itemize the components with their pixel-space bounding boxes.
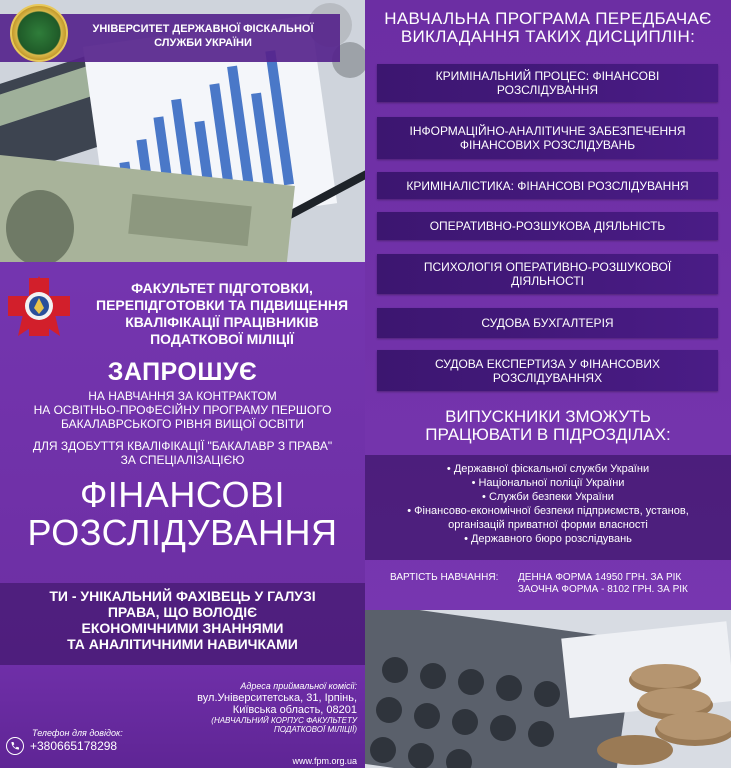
- unique-line-1: ТИ - УНІКАЛЬНИЙ ФАХІВЕЦЬ У ГАЛУЗІ: [49, 588, 316, 604]
- address-note-2: ПОДАТКОВОЇ МІЛІЦІЇ): [274, 725, 357, 734]
- university-name: УНІВЕРСИТЕТ ДЕРЖАВНОЇ ФІСКАЛЬНОЇ СЛУЖБИ УКРАЇНИ: [92, 23, 314, 49]
- tax-police-emblem-icon: [4, 274, 74, 340]
- faculty-block: [0, 266, 365, 348]
- unique-line-3: ЕКОНОМІЧНИМИ ЗНАННЯМИ: [81, 620, 284, 636]
- discipline-item: ІНФОРМАЦІЙНО-АНАЛІТИЧНЕ ЗАБЕЗПЕЧЕННЯ ФІНАНСОВИХ РОЗСЛІДУВАНЬ: [377, 117, 718, 159]
- contacts-footer: [0, 665, 365, 768]
- website-link[interactable]: www.fpm.org.ua: [292, 756, 357, 766]
- graduates-item: • Державної фіскальної служби України: [446, 463, 650, 475]
- tuition-cost: [390, 572, 720, 596]
- discipline-item: КРИМІНАЛІСТИКА: ФІНАНСОВІ РОЗСЛІДУВАННЯ: [377, 172, 718, 199]
- discipline-item: ОПЕРАТИВНО-РОЗШУКОВА ДІЯЛЬНІСТЬ: [377, 212, 718, 240]
- program-heading-line-1: НАВЧАЛЬНА ПРОГРАМА ПЕРЕДБАЧАЄ: [384, 9, 712, 28]
- unique-specialist-box: [0, 583, 365, 665]
- graduates-item: організацій приватної форми власності: [448, 519, 648, 531]
- university-logo: [10, 4, 68, 62]
- graduates-item: • Національної поліції України: [471, 477, 625, 489]
- graduates-heading-line-2: ПРАЦЮВАТИ В ПІДРОЗДІЛАХ:: [425, 425, 671, 444]
- invite-line-4: ДЛЯ ЗДОБУТТЯ КВАЛІФІКАЦІЇ "БАКАЛАВР З ПРАВА": [32, 439, 333, 453]
- unique-line-2: ПРАВА, ЩО ВОЛОДІЄ: [107, 604, 258, 620]
- cost-part-time: ЗАОЧНА ФОРМА - 8102 ГРН. ЗА РІК: [518, 584, 688, 595]
- phone-label: Телефон для довідок:: [32, 728, 123, 738]
- specialty-line-1: ФІНАНСОВІ: [79, 474, 286, 515]
- cost-label: ВАРТІСТЬ НАВЧАННЯ:: [390, 572, 499, 583]
- calculator-coins-illustration: [365, 610, 731, 768]
- unique-line-4: ТА АНАЛІТИЧНИМИ НАВИЧКАМИ: [67, 636, 298, 652]
- invite-heading: ЗАПРОШУЄ: [107, 358, 258, 386]
- cost-full-time: ДЕННА ФОРМА 14950 ГРН. ЗА РІК: [518, 572, 682, 583]
- phone-number[interactable]: +380665178298: [30, 739, 118, 753]
- discipline-item: СУДОВА ЕКСПЕРТИЗА У ФІНАНСОВИХ РОЗСЛІДУВАННЯХ: [377, 350, 718, 391]
- address-note-1: (НАВЧАЛЬНИЙ КОРПУС ФАКУЛЬТЕТУ: [211, 716, 357, 725]
- address-line-2: Київська область, 08201: [232, 704, 357, 716]
- specialty-title: [0, 476, 365, 552]
- address-block: [187, 681, 357, 734]
- finance-photo-bottom: [365, 610, 731, 768]
- invitation-block: [0, 358, 365, 467]
- address-line-1: вул.Університетська, 31, Ірпінь,: [197, 692, 357, 704]
- program-heading-line-2: ВИКЛАДАННЯ ТАКИХ ДИСЦИПЛІН:: [400, 27, 696, 46]
- invite-line-5: ЗА СПЕЦІАЛІЗАЦІЄЮ: [120, 453, 245, 467]
- specialty-line-2: РОЗСЛІДУВАННЯ: [27, 512, 338, 553]
- discipline-item: ПСИХОЛОГІЯ ОПЕРАТИВНО-РОЗШУКОВОЇ ДІЯЛЬНОСТІ: [377, 254, 718, 294]
- faculty-name: ФАКУЛЬТЕТ ПІДГОТОВКИ, ПЕРЕПІДГОТОВКИ ТА ПІДВИЩЕННЯ КВАЛІФІКАЦІЇ ПРАЦІВНИКІВ ПОДАТКОВОЇ МІЛІЦІЇ: [96, 280, 348, 347]
- graduates-heading: [365, 408, 731, 444]
- phone-icon: [6, 737, 24, 755]
- graduates-list: [365, 455, 731, 560]
- graduates-item: • Державного бюро розслідувань: [464, 533, 632, 545]
- address-label: Адреса приймальної комісії:: [240, 681, 357, 691]
- graduates-item: • Фінансово-економічної безпеки підприємств, установ,: [407, 505, 689, 517]
- invite-line-3: БАКАЛАВРСЬКОГО РІВНЯ ВИЩОЇ ОСВІТИ: [60, 417, 305, 431]
- graduates-heading-line-1: ВИПУСКНИКИ ЗМОЖУТЬ: [445, 407, 651, 426]
- invite-line-1: НА НАВЧАННЯ ЗА КОНТРАКТОМ: [88, 389, 277, 403]
- invite-line-2: НА ОСВІТНЬО-ПРОФЕСІЙНУ ПРОГРАМУ ПЕРШОГО: [33, 403, 332, 417]
- program-heading: [365, 10, 731, 46]
- graduates-item: • Служби безпеки України: [482, 491, 614, 503]
- discipline-item: СУДОВА БУХГАЛТЕРІЯ: [377, 308, 718, 338]
- discipline-item: КРИМІНАЛЬНИЙ ПРОЦЕС: ФІНАНСОВІ РОЗСЛІДУВАННЯ: [377, 64, 718, 102]
